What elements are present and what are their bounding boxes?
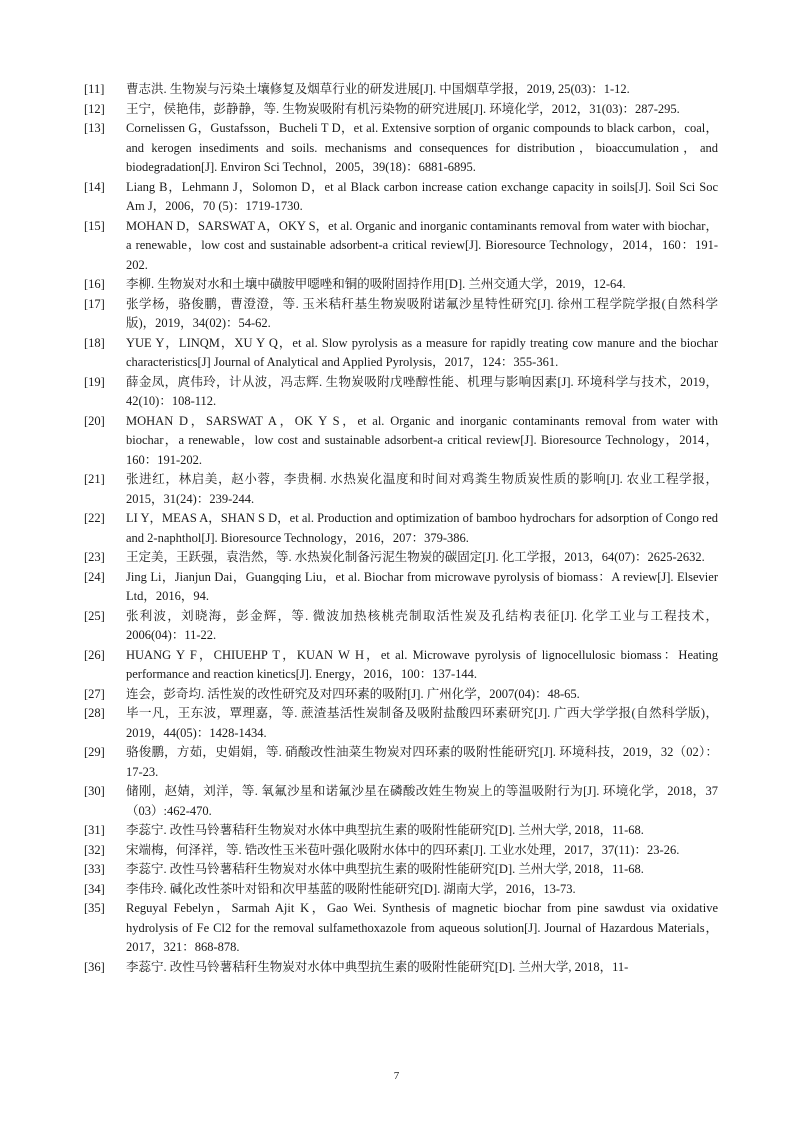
reference-number: [31] xyxy=(84,823,105,837)
reference-number: [33] xyxy=(84,862,105,876)
reference-text: 王定美，王跃强，袁浩然，等. 水热炭化制备污泥生物炭的碳固定[J]. 化工学报，2013，64(07)：2625-2632. xyxy=(126,550,705,564)
reference-number: [22] xyxy=(84,511,105,525)
reference-number: [23] xyxy=(84,550,105,564)
reference-text: Cornelissen G，Gustafsson，Bucheli T D，et al. Extensive sorption of organic compounds to black carbon，coal，and kerogen insediments and soils. mechanisms and consequences for distribution，bioaccumulation，and biodegradation[J]. Environ Sci Technol，2005，39(18)：6881-6895. xyxy=(126,121,718,174)
reference-text: 张学杨，骆俊鹏，曹澄澄，等. 玉米秸秆基生物炭吸附诺氟沙星特性研究[J]. 徐州工程学院学报(自然科学版)，2019，34(02)：54-62. xyxy=(126,296,718,330)
reference-entry xyxy=(84,412,718,471)
reference-text: 连会，彭奇均. 活性炭的改性研究及对四环素的吸附[J]. 广州化学，2007(04)：48-65. xyxy=(126,686,580,701)
reference-text: 李柳. 生物炭对水和土壤中磺胺甲噁唑和铜的吸附固持作用[D]. 兰州交通大学，2019，12-64. xyxy=(126,277,626,291)
reference-text: Reguyal Febelyn，Sarmah Ajit K，Gao Wei. Synthesis of magnetic biochar from pine sawdust via oxidative hydrolysis of Fe Cl2 for the removal sulfamethoxazole from aqueous solution[J]. Journal of Hazardous Materials，2017，321：868-878. xyxy=(126,901,718,954)
reference-entry xyxy=(84,607,718,646)
reference-entry xyxy=(84,80,718,100)
reference-entry xyxy=(84,821,718,841)
reference-text: MOHAN D，SARSWAT A，OK Y S，et al. Organic and inorganic contaminants removal from water with biochar，a renewable，low cost and sustainable adsorbent-a critical review[J]. Bioresource Technology，2014，160：191-202. xyxy=(126,413,718,467)
reference-text: 李伟玲. 碱化改性茶叶对铅和次甲基蓝的吸附性能研究[D]. 湖南大学，2016，13-73. xyxy=(126,881,576,896)
reference-text: 骆俊鹏，方茹，史娟娟，等. 硝酸改性油菜生物炭对四环素的吸附性能研究[J]. 环境科技，2019，32（02）：17-23. xyxy=(126,745,718,779)
page-number: 7 xyxy=(393,1070,400,1082)
reference-number: [18] xyxy=(84,335,105,350)
reference-entry xyxy=(84,743,718,782)
reference-number: [15] xyxy=(84,218,105,233)
reference-number: [32] xyxy=(84,842,105,857)
reference-number: [24] xyxy=(84,569,105,584)
reference-number: [20] xyxy=(84,413,105,428)
reference-text: 毕一凡，王东波，覃理嘉，等. 蔗渣基活性炭制备及吸附盐酸四环素研究[J]. 广西大学学报(自然科学版)，2019，44(05)：1428-1434. xyxy=(126,706,718,740)
reference-text: YUE Y，LINQM，XU Y Q，et al. Slow pyrolysis as a measure for rapidly treating cow manure and the biochar characteristics[J] Journal of Analytical and Applied Pyrolysis，2017，124：355-361. xyxy=(126,335,718,369)
reference-number: [13] xyxy=(84,121,105,135)
reference-text: LI Y，MEAS A，SHAN S D，et al. Production and optimization of bamboo hydrochars for adsorption of Congo red and 2-naphthol[J]. Bioresource Technology，2016，207：379-386. xyxy=(126,511,718,545)
reference-entry xyxy=(84,568,718,607)
reference-entry xyxy=(84,470,718,509)
reference-text: 李蕊宁. 改性马铃薯秸秆生物炭对水体中典型抗生素的吸附性能研究[D]. 兰州大学, 2018，11- xyxy=(126,959,629,974)
reference-entry xyxy=(84,509,718,548)
reference-text: MOHAN D，SARSWAT A，OKY S，et al. Organic and inorganic contaminants removal from water with biochar，a renewable，low cost and sustainable adsorbent-a critical review[J]. Bioresource Technology，2014，160：191-202. xyxy=(126,218,718,272)
reference-text: 李蕊宁. 改性马铃薯秸秆生物炭对水体中典型抗生素的吸附性能研究[D]. 兰州大学, 2018，11-68. xyxy=(126,862,644,876)
reference-number: [30] xyxy=(84,784,105,798)
reference-entry xyxy=(84,334,718,373)
reference-text: 张进红，林启美，赵小蓉，李贵桐. 水热炭化温度和时间对鸡粪生物质炭性质的影响[J]. 农业工程学报，2015，31(24)：239-244. xyxy=(126,472,718,506)
reference-text: 李蕊宁. 改性马铃薯秸秆生物炭对水体中典型抗生素的吸附性能研究[D]. 兰州大学, 2018，11-68. xyxy=(126,823,644,837)
reference-entry xyxy=(84,178,718,217)
reference-entry xyxy=(84,841,718,861)
reference-entry xyxy=(84,880,718,900)
reference-entry xyxy=(84,275,718,295)
reference-text: 张利波，刘晓海，彭金辉，等. 微波加热核桃壳制取活性炭及孔结构表征[J]. 化学工业与工程技术，2006(04)：11-22. xyxy=(126,608,718,642)
reference-number: [21] xyxy=(84,472,105,486)
reference-text: 曹志洪. 生物炭与污染土壤修复及烟草行业的研发进展[J]. 中国烟草学报，2019, 25(03)：1-12. xyxy=(126,82,630,96)
reference-number: [36] xyxy=(84,959,105,974)
reference-number: [35] xyxy=(84,901,105,915)
reference-number: [26] xyxy=(84,647,105,662)
reference-text: HUANG Y F，CHIUEHP T，KUAN W H，et al. Microwave pyrolysis of lignocellulosic biomass：Heating performance and reaction kinetics[J]. Energy，2016，100：137-144. xyxy=(126,647,718,681)
reference-number: [28] xyxy=(84,706,105,720)
reference-entry xyxy=(84,704,718,743)
reference-entry xyxy=(84,217,718,276)
reference-number: [16] xyxy=(84,277,105,291)
reference-text: Liang B，Lehmann J，Solomon D，et al Black carbon increase cation exchange capacity in soils[J]. Soil Sci Soc Am J，2006，70 (5)：1719-1730. xyxy=(126,179,718,213)
reference-number: [14] xyxy=(84,179,105,194)
reference-list xyxy=(84,80,718,977)
reference-number: [27] xyxy=(84,686,105,701)
reference-number: [25] xyxy=(84,608,105,623)
reference-text: 宋端梅，何泽祥，等. 锆改性玉米苞叶强化吸附水体中的四环素[J]. 工业水处理，2017，37(11)：23-26. xyxy=(126,842,680,857)
reference-text: 薛金凤，庹伟玲，计从波，冯志辉. 生物炭吸附戊唑醇性能、机理与影响因素[J]. 环境科学与技术，2019，42(10)：108-112. xyxy=(126,374,718,408)
reference-entry xyxy=(84,100,718,120)
reference-number: [17] xyxy=(84,296,105,311)
reference-number: [11] xyxy=(84,82,105,96)
reference-entry xyxy=(84,646,718,685)
reference-text: 储刚，赵婧，刘洋，等. 氧氟沙星和诺氟沙星在磷酸改姓生物炭上的等温吸附行为[J]. 环境化学，2018，37（03）:462-470. xyxy=(126,784,718,818)
reference-entry xyxy=(84,295,718,334)
reference-text: Jing Li，Jianjun Dai，Guangqing Liu，et al. Biochar from microwave pyrolysis of biomass：A review[J]. Elsevier Ltd，2016，94. xyxy=(126,569,718,603)
reference-entry xyxy=(84,782,718,821)
reference-entry xyxy=(84,373,718,412)
reference-entry xyxy=(84,119,718,178)
reference-number: [19] xyxy=(84,374,105,389)
reference-entry xyxy=(84,548,718,568)
reference-entry xyxy=(84,685,718,705)
reference-entry xyxy=(84,958,718,978)
reference-number: [34] xyxy=(84,881,105,896)
reference-number: [12] xyxy=(84,101,105,116)
reference-entry xyxy=(84,899,718,958)
reference-text: 王宁，侯艳伟，彭静静，等. 生物炭吸附有机污染物的研究进展[J]. 环境化学，2012，31(03)：287-295. xyxy=(126,101,680,116)
reference-number: [29] xyxy=(84,745,105,759)
reference-entry xyxy=(84,860,718,880)
